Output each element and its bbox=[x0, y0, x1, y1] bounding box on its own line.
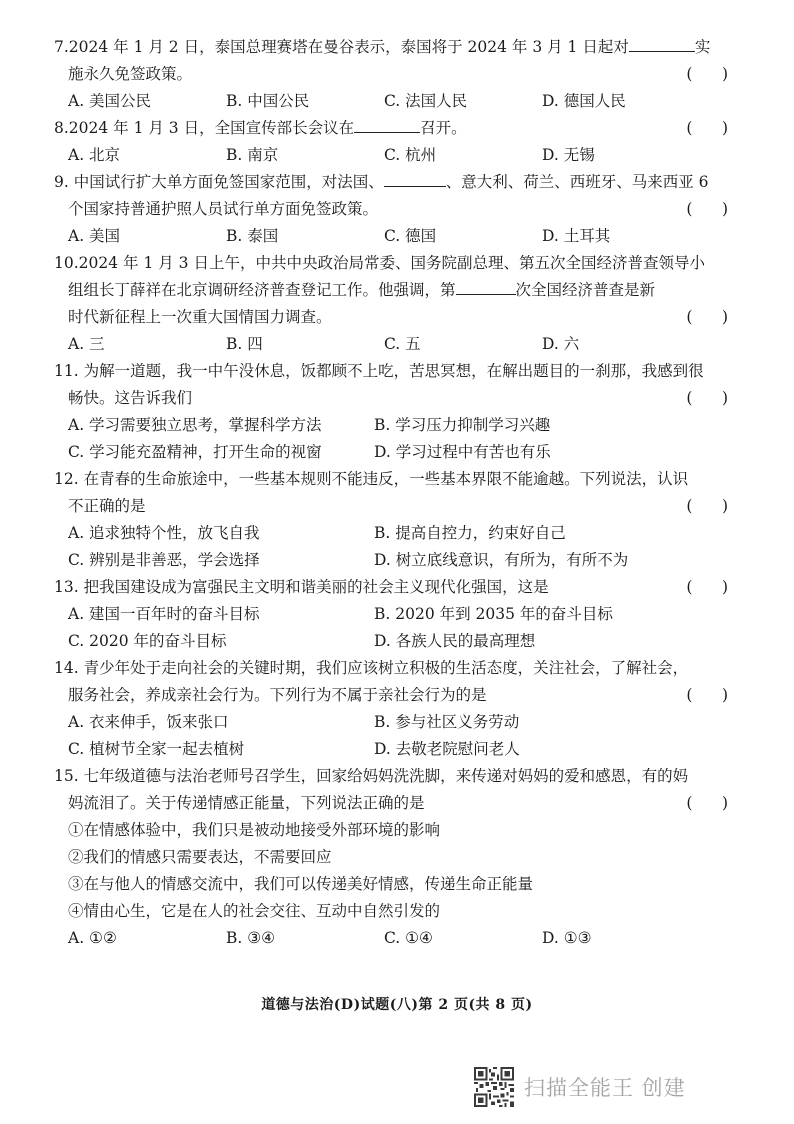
question-text: 12. 在青春的生命旅途中，一些基本规则不能违反，一些基本界限不能逾越。下列说法，认识 bbox=[54, 470, 689, 488]
answer-option[interactable]: D. 土耳其 bbox=[542, 227, 611, 245]
question-text: 召开。 bbox=[420, 119, 467, 137]
answer-option[interactable]: C. 植树节全家一起去植树 bbox=[68, 740, 245, 758]
question-text: 组组长丁薛祥在北京调研经济普查登记工作。他强调，第 bbox=[68, 281, 456, 299]
question-text: 15. 七年级道德与法治老师号召学生，回家给妈妈洗洗脚，来传递对妈妈的爱和感恩，有的妈 bbox=[54, 767, 689, 785]
question-text: 服务社会，养成亲社会行为。下列行为不属于亲社会行为的是 bbox=[68, 686, 487, 704]
answer-option[interactable]: C. 2020 年的奋斗目标 bbox=[68, 632, 227, 650]
watermark-text: 扫描全能王 创建 bbox=[524, 1076, 686, 1100]
question-text: 8.2024 年 1 月 3 日，全国宣传部长会议在 bbox=[54, 119, 355, 137]
answer-option[interactable]: A. 学习需要独立思考，掌握科学方法 bbox=[68, 416, 322, 434]
option-row bbox=[54, 709, 744, 736]
question-text-line bbox=[54, 61, 744, 88]
question-text: 14. 青少年处于走向社会的关键时期，我们应该树立积极的生活态度，关注社会，了解社会， bbox=[54, 659, 689, 677]
question-text-line bbox=[54, 115, 744, 142]
answer-option[interactable]: B. 提高自控力，约束好自己 bbox=[374, 524, 566, 542]
option-row bbox=[54, 142, 744, 169]
question-text-line bbox=[54, 196, 744, 223]
option-row bbox=[54, 520, 744, 547]
answer-option[interactable]: C. ①④ bbox=[384, 929, 433, 947]
answer-blank[interactable] bbox=[456, 279, 516, 295]
answer-option[interactable]: A. 追求独特个性，放飞自我 bbox=[68, 524, 260, 542]
question-text: 实 bbox=[694, 38, 711, 56]
question-text-line bbox=[54, 790, 744, 817]
question-block bbox=[54, 250, 744, 358]
question-text: 11. 为解一道题，我一中午没休息，饭都顾不上吃，苦思冥想，在解出题目的一刹那，我感到很 bbox=[54, 362, 704, 380]
answer-bracket[interactable]: ( ) bbox=[686, 578, 728, 596]
answer-option[interactable]: A. 北京 bbox=[68, 146, 121, 164]
answer-bracket[interactable]: ( ) bbox=[686, 686, 728, 704]
answer-option[interactable]: B. 中国公民 bbox=[226, 92, 310, 110]
answer-option[interactable]: B. 参与社区义务劳动 bbox=[374, 713, 520, 731]
answer-option[interactable]: D. 无锡 bbox=[542, 146, 595, 164]
answer-bracket[interactable]: ( ) bbox=[686, 200, 728, 218]
answer-option[interactable]: B. 学习压力抑制学习兴趣 bbox=[374, 416, 551, 434]
answer-option[interactable]: A. 建国一百年时的奋斗目标 bbox=[68, 605, 260, 623]
page-footer: 道德与法治(D)试题(八)第 2 页(共 8 页) bbox=[261, 997, 533, 1013]
statement-item: ①在情感体验中，我们只是被动地接受外部环境的影响 bbox=[68, 821, 441, 839]
answer-bracket[interactable]: ( ) bbox=[686, 308, 728, 326]
question-text: 次全国经济普查是新 bbox=[515, 281, 656, 299]
statement-item: ②我们的情感只需要表达，不需要回应 bbox=[68, 848, 332, 866]
answer-blank[interactable] bbox=[384, 171, 446, 187]
answer-option[interactable]: C. 德国 bbox=[384, 227, 437, 245]
question-block bbox=[54, 115, 744, 169]
answer-bracket[interactable]: ( ) bbox=[686, 794, 728, 812]
option-row bbox=[54, 547, 744, 574]
answer-option[interactable]: D. 六 bbox=[542, 335, 580, 353]
question-text-line bbox=[54, 763, 744, 790]
answer-option[interactable]: B. 泰国 bbox=[226, 227, 279, 245]
answer-option[interactable]: C. 辨别是非善恶，学会选择 bbox=[68, 551, 260, 569]
answer-option[interactable]: A. 衣来伸手，饭来张口 bbox=[68, 713, 229, 731]
question-text-line bbox=[54, 250, 744, 277]
question-block bbox=[54, 358, 744, 466]
question-text-line bbox=[54, 655, 744, 682]
question-text: 不正确的是 bbox=[68, 497, 146, 515]
answer-bracket[interactable]: ( ) bbox=[686, 119, 728, 137]
answer-option[interactable]: D. 去敬老院慰问老人 bbox=[374, 740, 520, 758]
question-text-line bbox=[54, 304, 744, 331]
question-block bbox=[54, 466, 744, 574]
scanner-watermark bbox=[474, 1067, 686, 1107]
answer-option[interactable]: C. 五 bbox=[384, 335, 421, 353]
option-row bbox=[54, 223, 744, 250]
question-text-line bbox=[54, 493, 744, 520]
answer-option[interactable]: D. 树立底线意识，有所为，有所不为 bbox=[374, 551, 629, 569]
option-row bbox=[54, 736, 744, 763]
answer-option[interactable]: D. ①③ bbox=[542, 929, 592, 947]
answer-option[interactable]: B. 南京 bbox=[226, 146, 279, 164]
answer-option[interactable]: B. ③④ bbox=[226, 929, 276, 947]
option-row bbox=[54, 925, 744, 952]
question-text: 、意大利、荷兰、西班牙、马来西亚 6 bbox=[445, 173, 709, 191]
question-block bbox=[54, 655, 744, 763]
question-text: 13. 把我国建设成为富强民主文明和谐美丽的社会主义现代化强国，这是 bbox=[54, 578, 549, 596]
question-text-line bbox=[54, 277, 744, 304]
question-block bbox=[54, 34, 744, 115]
option-row bbox=[54, 412, 744, 439]
option-row bbox=[54, 628, 744, 655]
question-list bbox=[54, 34, 744, 952]
question-text-line bbox=[54, 385, 744, 412]
answer-option[interactable]: D. 学习过程中有苦也有乐 bbox=[374, 443, 551, 461]
answer-option[interactable]: B. 2020 年到 2035 年的奋斗目标 bbox=[374, 605, 613, 623]
question-text: 时代新征程上一次重大国情国力调查。 bbox=[68, 308, 332, 326]
question-text-line bbox=[54, 682, 744, 709]
answer-option[interactable]: D. 各族人民的最高理想 bbox=[374, 632, 536, 650]
option-row bbox=[54, 88, 744, 115]
answer-bracket[interactable]: ( ) bbox=[686, 389, 728, 407]
answer-blank[interactable] bbox=[629, 36, 695, 52]
answer-option[interactable]: B. 四 bbox=[226, 335, 263, 353]
answer-blank[interactable] bbox=[354, 117, 420, 133]
statement-item: ④情由心生，它是在人的社会交往、互动中自然引发的 bbox=[68, 902, 441, 920]
answer-bracket[interactable]: ( ) bbox=[686, 65, 728, 83]
option-row bbox=[54, 331, 744, 358]
answer-option[interactable]: A. 三 bbox=[68, 335, 105, 353]
question-text-line bbox=[54, 34, 744, 61]
statement-item: ③在与他人的情感交流中，我们可以传递美好情感，传递生命正能量 bbox=[68, 875, 534, 893]
question-block bbox=[54, 169, 744, 250]
question-text: 7.2024 年 1 月 2 日，泰国总理赛塔在曼谷表示，泰国将于 2024 年 3 月 1 日起对 bbox=[54, 38, 629, 56]
question-text: 9. 中国试行扩大单方面免签国家范围，对法国、 bbox=[54, 173, 384, 191]
question-block bbox=[54, 763, 744, 952]
answer-option[interactable]: C. 学习能充盈精神，打开生命的视窗 bbox=[68, 443, 322, 461]
answer-option[interactable]: A. ①② bbox=[68, 929, 117, 947]
question-text-line bbox=[54, 169, 744, 196]
question-text: 个国家持普通护照人员试行单方面免签政策。 bbox=[68, 200, 379, 218]
question-text: 10.2024 年 1 月 3 日上午，中共中央政治局常委、国务院副总理、第五次全国经济普查领导小 bbox=[54, 254, 705, 272]
option-row bbox=[54, 601, 744, 628]
question-text-line bbox=[54, 574, 744, 601]
question-text: 畅快。这告诉我们 bbox=[68, 389, 193, 407]
answer-option[interactable]: A. 美国公民 bbox=[68, 92, 152, 110]
question-block bbox=[54, 574, 744, 655]
answer-bracket[interactable]: ( ) bbox=[686, 497, 728, 515]
answer-option[interactable]: C. 杭州 bbox=[384, 146, 437, 164]
answer-option[interactable]: C. 法国人民 bbox=[384, 92, 468, 110]
question-text: 妈流泪了。关于传递情感正能量，下列说法正确的是 bbox=[68, 794, 425, 812]
question-text-line bbox=[54, 466, 744, 493]
question-text: 施永久免签政策。 bbox=[68, 65, 193, 83]
answer-option[interactable]: D. 德国人民 bbox=[542, 92, 626, 110]
qr-code-icon bbox=[474, 1067, 514, 1107]
question-text-line bbox=[54, 358, 744, 385]
answer-option[interactable]: A. 美国 bbox=[68, 227, 121, 245]
option-row bbox=[54, 439, 744, 466]
